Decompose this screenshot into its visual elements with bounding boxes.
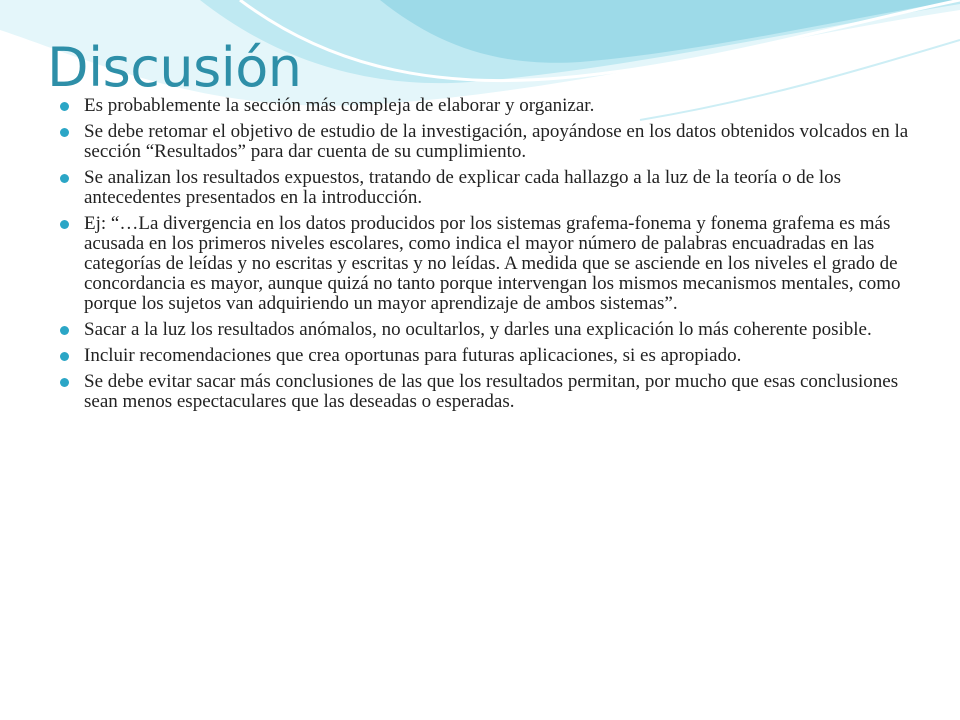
bullet-text: Se analizan los resultados expuestos, tratando de explicar cada hallazgo a la luz de la teoría o de los antecedentes presentados en la introducción.: [84, 167, 842, 208]
bullet-dot-icon: [60, 102, 69, 111]
slide-title: Discusión: [47, 36, 302, 99]
bullet-text: Se debe retomar el objetivo de estudio de la investigación, apoyándose en los datos obtenidos volcados en la sección “Resultados” para dar cuenta de su cumplimiento.: [84, 121, 909, 162]
bullet-item: [60, 346, 912, 366]
bullet-item: [60, 214, 912, 314]
bullet-text: Ej: “…La divergencia en los datos producidos por los sistemas grafema-fonema y fonema grafema es más acusada en los primeros niveles escolares, como indica el mayor número de palabras encuadradas en las categorías de leídas y no escritas y escritas y no leídas. A medida que se asciende en los niveles el grado de concordancia es mayor, aunque quizá no tanto porque intervengan los mismos mecanismos mentales, como porque los sujetos van adquiriendo un mayor aprendizaje de ambos sistemas”.: [84, 213, 901, 314]
bullet-text: Sacar a la luz los resultados anómalos, no ocultarlos, y darles una explicación lo más coherente posible.: [84, 319, 872, 340]
bullet-dot-icon: [60, 220, 69, 229]
bullet-dot-icon: [60, 174, 69, 183]
bullet-item: [60, 372, 912, 412]
bullet-dot-icon: [60, 378, 69, 387]
bullet-item: [60, 168, 912, 208]
bullet-item: [60, 122, 912, 162]
bullet-dot-icon: [60, 352, 69, 361]
bullet-list: [60, 96, 912, 418]
bullet-text: Se debe evitar sacar más conclusiones de las que los resultados permitan, por mucho que esas conclusiones sean menos espectaculares que las deseadas o esperadas.: [84, 371, 899, 412]
bullet-text: Es probablemente la sección más compleja de elaborar y organizar.: [84, 95, 595, 116]
bullet-text: Incluir recomendaciones que crea oportunas para futuras aplicaciones, si es apropiado.: [84, 345, 742, 366]
bullet-dot-icon: [60, 326, 69, 335]
bullet-item: [60, 96, 912, 116]
bullet-dot-icon: [60, 128, 69, 137]
bullet-item: [60, 320, 912, 340]
